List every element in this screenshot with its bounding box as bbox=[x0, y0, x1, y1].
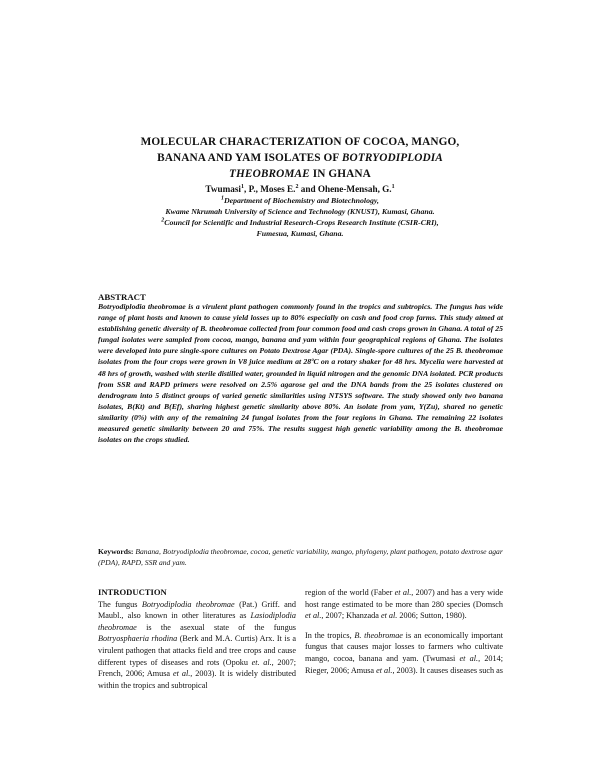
right-column bbox=[305, 587, 503, 676]
keywords-label: Keywords: bbox=[98, 547, 134, 556]
title-line-2 bbox=[90, 150, 510, 166]
introduction-heading: INTRODUCTION bbox=[98, 587, 167, 597]
title-line-2-italic: BOTRYODIPLODIA bbox=[341, 152, 443, 164]
author-1-rest: , P., Moses E. bbox=[243, 184, 296, 194]
title-line-3 bbox=[90, 166, 510, 182]
affiliation-line-4: Fumesua, Kumasi, Ghana. bbox=[256, 229, 344, 238]
keywords-text: Banana, Botryodiplodia theobromae, cocoa, genetic variability, mango, phylogeny, plant pathogen, potato dextrose agar (PDA), RAPD, SSR and yam. bbox=[98, 547, 503, 567]
author-2-rest: and Ohene-Mensah, G. bbox=[298, 184, 392, 194]
affil-2-marker: 2 bbox=[161, 217, 165, 224]
author-1-affil: 1 bbox=[240, 183, 244, 190]
author-1: Twumasi bbox=[205, 184, 241, 194]
affiliations bbox=[90, 195, 510, 239]
abstract-heading: ABSTRACT bbox=[98, 292, 146, 302]
title-line-3-plain: IN GHANA bbox=[309, 168, 371, 180]
keywords bbox=[98, 546, 503, 568]
affil-1-marker: 1 bbox=[221, 195, 224, 202]
title-line-1: MOLECULAR CHARACTERIZATION OF COCOA, MANGO, bbox=[140, 136, 460, 148]
affil-2-text: Council for Scientific and Industrial Research-Crops Research Institute (CSIR-CRI), bbox=[164, 218, 439, 227]
affiliation-line-2: Kwame Nkrumah University of Science and Technology (KNUST), Kumasi, Ghana. bbox=[165, 207, 435, 216]
affil-1-text: Department of Biochemistry and Biotechnology, bbox=[224, 196, 379, 205]
abstract-text: Botryodiplodia theobromae is a virulent plant pathogen commonly found in the tropics and subtropics. The fungus has wide range of plant hosts and known to cause yield losses up to 80% especially on cash and food crop farms. This study aimed at establishing genetic diversity of B. theobromae collected from four common food and cash crops grown in Ghana. A total of 25 fungal isolates were sampled from cocoa, mango, banana and yam within four geographical regions of Ghana. The isolates were developed into pure single-spore cultures on Potato Dextrose Agar (PDA). Single-spore cultures of the 25 B. theobromae isolates from the four crops were grown in V8 juice medium at 28ºC on a rotary shaker for 48 hrs. Mycelia were harvested at 48 hrs of growth, washed with sterile distilled water, grounded in liquid nitrogen and the genomic DNA isolated. PCR products from SSR and RAPD primers were resolved on 2.5% agarose gel and the DNA bands from the 25 isolates clustered on dendrogram into 5 distinct groups of varied genetic similarities using NTSYS software. The study showed only two banana isolates, B(Kt) and B(Ef), sharing highest genetic similarity above 80%. An isolate from yam, Y(Zu), shared no genetic similarity (0%) with any of the remaining 24 fungal isolates from the four regions in Ghana. The remaining 22 isolates measured genetic similarity between 20 and 75%. The results suggest high genetic variability among the B. theobromae isolates on the crops studied. bbox=[98, 302, 503, 445]
intro-paragraph-1: The fungus Botryodiplodia theobromae (Pat.) Griff. and Maubl., also known in other literatures as Lasiodiplodia theobromae is the asexual state of the fungus Botryosphaeria rhodina (Berk and M.A. Curtis) Arx. It is a virulent pathogen that attacks field and tree crops and cause different types of diseases and rots (Opoku et. al., 2007; French, 2006; Amusa et al., 2003). It is widely distributed within the tropics and subtropical bbox=[98, 599, 297, 690]
title-line-3-italic: THEOBROMAE bbox=[229, 168, 310, 180]
affiliation-line-3 bbox=[90, 217, 510, 228]
left-column bbox=[98, 587, 296, 691]
intro-paragraph-2: region of the world (Faber et al., 2007) and has a very wide host range estimated to be more than 280 species (Domsch et al., 2007; Khanzada et al. 2006; Sutton, 1980). bbox=[305, 588, 503, 621]
affiliation-line-1 bbox=[90, 195, 510, 206]
title-line-2-plain: BANANA AND YAM ISOLATES OF bbox=[157, 152, 342, 164]
author-list bbox=[90, 183, 510, 195]
author-3-affil: 1 bbox=[391, 183, 395, 190]
intro-paragraph-3: In the tropics, B. theobromae is an economically important fungus that causes major losses to farmers who cultivate mango, cocoa, banana and yam. (Twumasi et al., 2014; Rieger, 2006; Amusa et al., 2003). It causes diseases such as bbox=[305, 630, 504, 675]
author-2-affil: 2 bbox=[295, 183, 299, 190]
paper-title bbox=[90, 134, 510, 182]
